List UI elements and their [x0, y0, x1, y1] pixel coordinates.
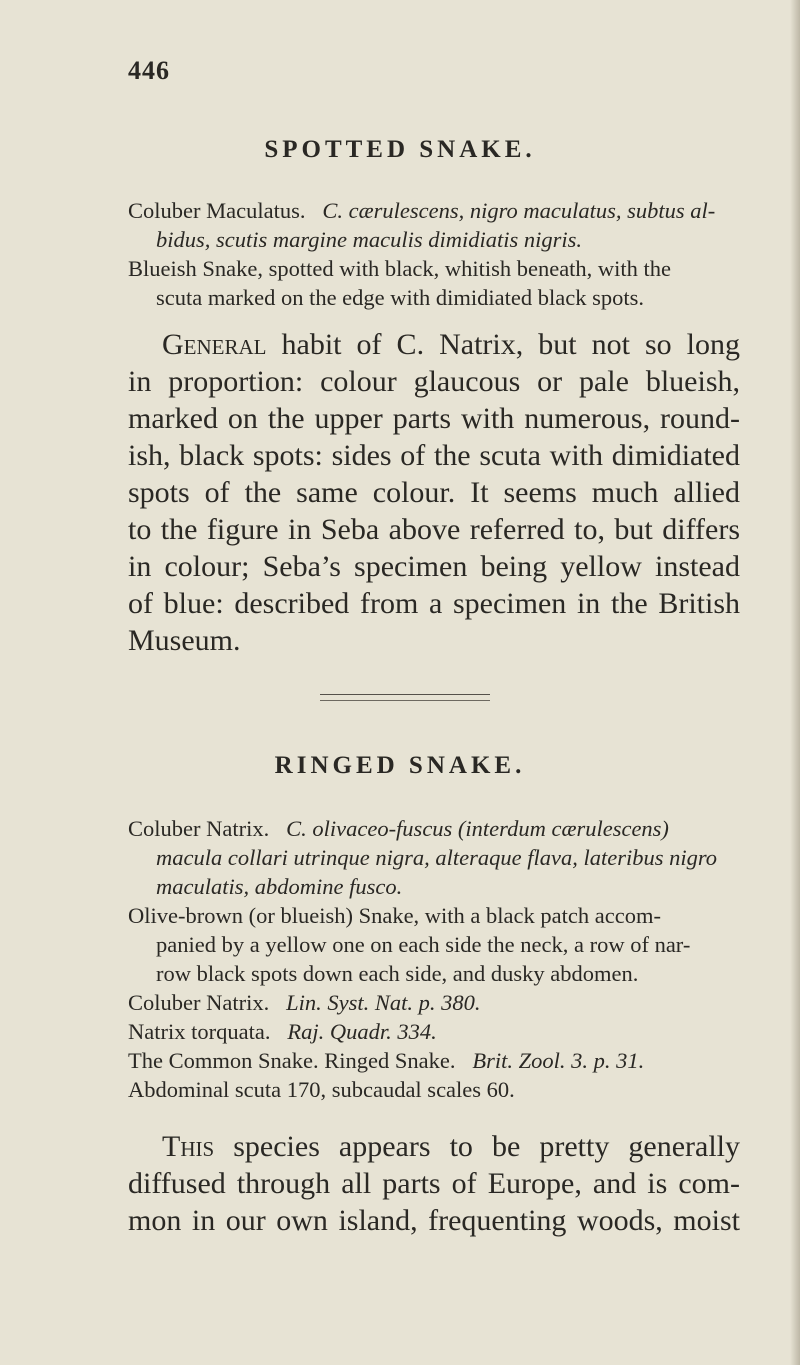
english-description: Blueish Snake, spotted with black, whitish beneath, with the: [128, 256, 672, 281]
paragraph-line: This species appears to be pretty generally: [162, 1130, 740, 1163]
paragraph-line: ish, black spots: sides of the scuta with dimidiated: [128, 439, 740, 472]
paragraph-line: marked on the upper parts with numerous, round-: [128, 402, 740, 435]
paragraph-line: Museum.: [128, 624, 241, 657]
page-number: 446: [128, 56, 170, 85]
section-divider: [320, 700, 490, 701]
english-description-continued: panied by a yellow one on each side the neck, a row of nar-: [156, 932, 691, 957]
paragraph-line: to the figure in Seba above referred to, but differs: [128, 513, 740, 546]
paragraph-line: in colour; Seba’s specimen being yellow instead: [128, 550, 740, 583]
english-description-continued: scuta marked on the edge with dimidiated black spots.: [156, 285, 645, 310]
latin-diagnosis: C. cærulescens, nigro maculatus, subtus al-: [322, 198, 716, 223]
paragraph-lead: General: [162, 328, 267, 361]
english-description-continued: row black spots down each side, and dusky abdomen.: [156, 961, 639, 986]
citation: Brit. Zool. 3. p. 31.: [472, 1048, 645, 1073]
latin-diagnosis-continued: macula collari utrinque nigra, alteraque flava, lateribus nigro: [156, 845, 718, 870]
species-name: Coluber Natrix.: [128, 816, 270, 841]
latin-diagnosis-continued: maculatis, abdomine fusco.: [156, 874, 403, 899]
synonym-reference: [128, 988, 481, 1018]
synonym-reference: [128, 1046, 644, 1076]
synonym-name: Coluber Natrix.: [128, 990, 270, 1015]
paragraph-line: diffused through all parts of Europe, and is com-: [128, 1167, 740, 1200]
paragraph-lead: This: [162, 1130, 215, 1163]
paragraph-line: General habit of C. Natrix, but not so long: [162, 328, 741, 361]
latin-diagnosis: C. olivaceo-fuscus (interdum cærulescens): [286, 816, 669, 841]
synonym-name: Natrix torquata.: [128, 1019, 271, 1044]
scale-count: Abdominal scuta 170, subcaudal scales 60.: [128, 1077, 515, 1102]
paragraph-line: in proportion: colour glaucous or pale blueish,: [128, 365, 740, 398]
paragraph-line: of blue: described from a specimen in the British: [128, 587, 740, 620]
paragraph-line: spots of the same colour. It seems much allied: [128, 476, 740, 509]
english-description: Olive-brown (or blueish) Snake, with a black patch accom-: [128, 903, 661, 928]
synonym-reference: [128, 1017, 437, 1047]
citation: Lin. Syst. Nat. p. 380.: [286, 990, 481, 1015]
latin-diagnosis-continued: bidus, scutis margine maculis dimidiatis nigris.: [156, 227, 583, 252]
synonym-line: [128, 196, 715, 226]
synonym-line: [128, 814, 669, 844]
description-paragraph: [128, 326, 740, 659]
description-paragraph: [128, 1128, 740, 1239]
section-title-ringed-snake: RINGED SNAKE.: [274, 752, 526, 779]
section-divider: [320, 694, 490, 695]
page-edge-shadow: [790, 0, 800, 1365]
section-title-spotted-snake: SPOTTED SNAKE.: [264, 136, 536, 163]
paragraph-line: mon in our own island, frequenting woods, moist: [128, 1204, 740, 1237]
citation: Raj. Quadr. 334.: [287, 1019, 437, 1044]
species-name: Coluber Maculatus.: [128, 198, 306, 223]
synonym-name: The Common Snake. Ringed Snake.: [128, 1048, 456, 1073]
